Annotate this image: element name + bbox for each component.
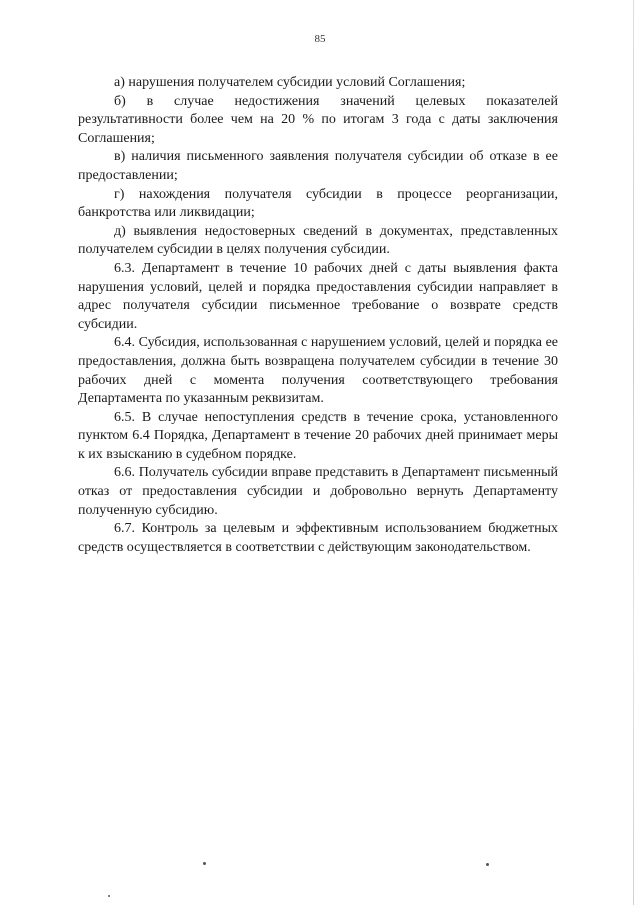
paragraph-v: в) наличия письменного заявления получателя субсидии об отказе в ее предоставлении; bbox=[78, 149, 558, 183]
scan-speck bbox=[108, 895, 110, 897]
paragraph-6-5: 6.5. В случае непоступления средств в течение срока, установленного пунктом 6.4 Порядка, Департамент в течение 20 рабочих дней принимает меры к их взысканию в судебном порядке. bbox=[78, 409, 558, 462]
paragraph-d: д) выявления недостоверных сведений в документах, представленных получателем субсидии в целях получения субсидии. bbox=[78, 223, 558, 258]
paragraph-b: б) в случае недостижения значений целевых показателей результативности более чем на 20 % по итогам 3 года с даты заключения Соглашения; bbox=[78, 93, 558, 146]
paragraph-6-3: 6.3. Департамент в течение 10 рабочих дней с даты выявления факта нарушения условий, целей и порядка предоставления субсидии направляет в адрес получателя субсидии письменное требование о возврате средств субсидии. bbox=[78, 260, 558, 332]
paragraph-6-4: 6.4. Субсидия, использованная с нарушением условий, целей и порядка ее предоставления, должна быть возвращена получателем субсидии в течение 30 рабочих дней с момента получения соответствующего требования Департамента по указанным реквизитам. bbox=[78, 335, 558, 407]
scan-speck bbox=[203, 862, 206, 865]
page-edge-shadow bbox=[633, 0, 634, 905]
scan-speck bbox=[486, 863, 489, 866]
paragraph-g: г) нахождения получателя субсидии в процессе реорганизации, банкротства или ликвидации; bbox=[78, 186, 558, 221]
document-body bbox=[78, 74, 558, 557]
paragraph-a: а) нарушения получателем субсидии условий Соглашения; bbox=[114, 75, 466, 90]
paragraph-6-6: 6.6. Получатель субсидии вправе представить в Департамент письменный отказ от предоставления субсидии и добровольно вернуть Департаменту полученную субсидию. bbox=[78, 465, 558, 518]
paragraph-6-7: 6.7. Контроль за целевым и эффективным использованием бюджетных средств осуществляется в соответствии с действующим законодательством. bbox=[78, 521, 558, 555]
page-number: 85 bbox=[314, 33, 326, 45]
